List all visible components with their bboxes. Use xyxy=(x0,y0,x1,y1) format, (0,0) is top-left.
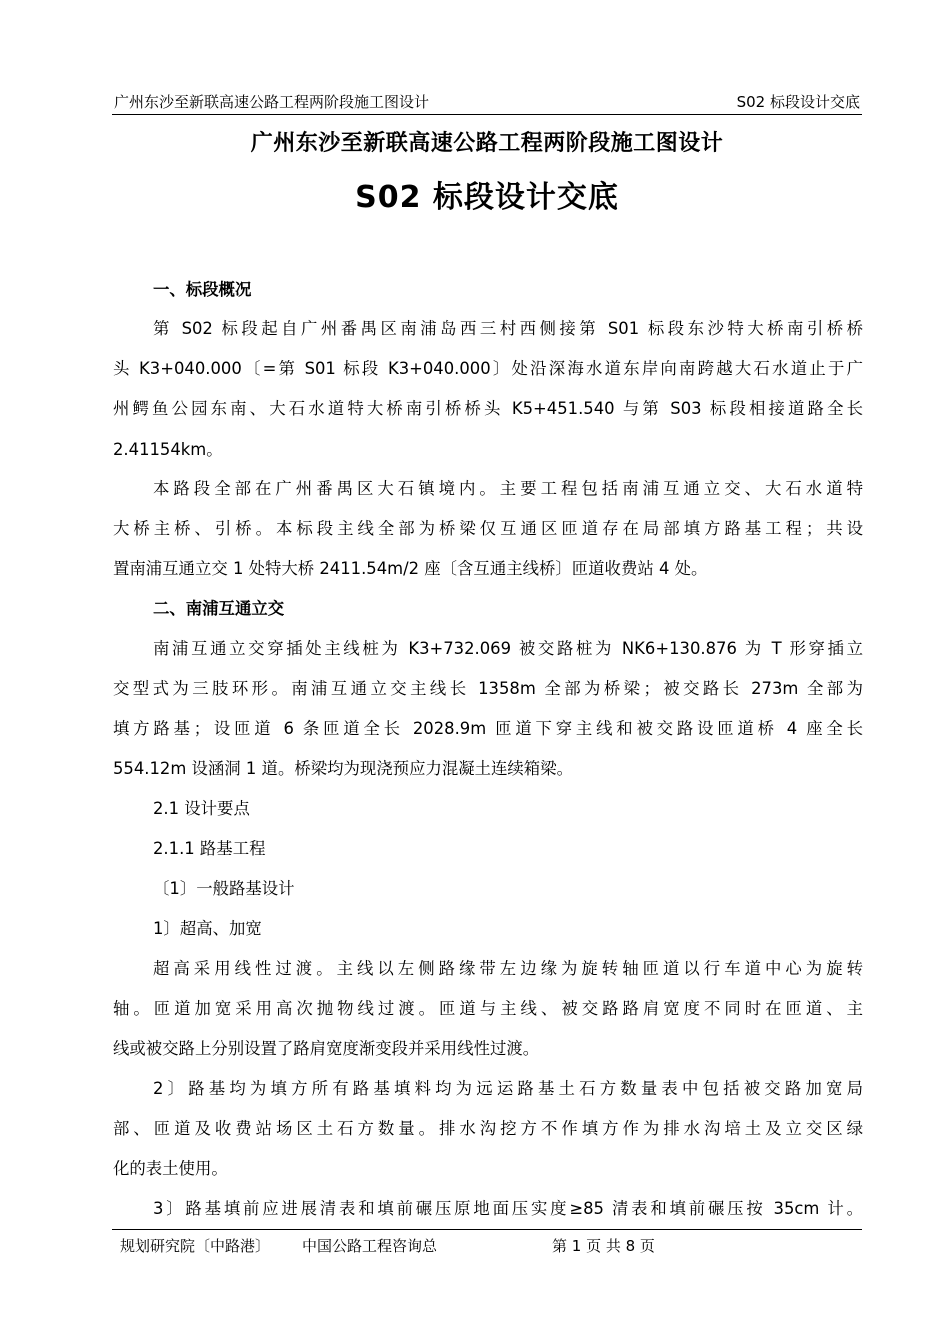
subsection-heading: 2.1.1 路基工程 xyxy=(153,839,266,858)
footer-organization: 规划研究院〔中路港〕 xyxy=(120,1237,271,1255)
subsection-heading: 2.1 设计要点 xyxy=(153,799,250,818)
paragraph-line: 2.41154km。 xyxy=(113,440,223,459)
paragraph-line: 554.12m 设涵洞 1 道。桥梁均为现浇预应力混凝土连续箱梁。 xyxy=(113,759,573,778)
paragraph-line: 线或被交路上分别设置了路肩宽度渐变段并采用线性过渡。 xyxy=(113,1039,540,1058)
paragraph-line: 3〕路基填前应进展清表和填前碾压原地面压实度≥85 清表和填前碾压按 35cm 计。 xyxy=(153,1199,863,1218)
list-item-heading: 1〕超高、加宽 xyxy=(153,919,262,938)
paragraph-line: 大桥主桥、引桥。本标段主线全部为桥梁仅互通区匝道存在局部填方路基工程；共设 xyxy=(113,519,863,538)
header-section-title: S02 标段设计交底 xyxy=(736,93,860,111)
paragraph-line: 填方路基；设匝道 6 条匝道全长 2028.9m 匝道下穿主线和被交路设匝道桥 4 座全长 xyxy=(113,719,863,738)
page-footer xyxy=(112,1229,862,1260)
paragraph-line: 超高采用线性过渡。主线以左侧路缘带左边缘为旋转轴匝道以行车道中心为旋转 xyxy=(153,959,863,978)
paragraph-line: 交型式为三肢环形。南浦互通立交主线长 1358m 全部为桥梁；被交路长 273m 全部为 xyxy=(113,679,863,698)
paragraph-line: 本路段全部在广州番禺区大石镇境内。主要工程包括南浦互通立交、大石水道特 xyxy=(153,479,863,498)
footer-company: 中国公路工程咨询总 xyxy=(302,1237,438,1255)
header-doc-title: 广州东沙至新联高速公路工程两阶段施工图设计 xyxy=(114,93,430,111)
document-subtitle: S02 标段设计交底 xyxy=(355,180,619,215)
paragraph-line: 2〕路基均为填方所有路基填料均为远运路基土石方数量表中包括被交路加宽局 xyxy=(153,1079,863,1098)
list-heading: 〔1〕一般路基设计 xyxy=(153,879,295,898)
paragraph-line: 化的表土使用。 xyxy=(113,1159,228,1178)
paragraph-line: 轴。匝道加宽采用高次抛物线过渡。匝道与主线、被交路路肩宽度不同时在匝道、主 xyxy=(113,999,863,1018)
paragraph-line: 置南浦互通立交 1 处特大桥 2411.54m/2 座〔含互通主线桥〕匝道收费站 4 处。 xyxy=(113,559,708,578)
paragraph-line: 第 S02 标段起自广州番禺区南浦岛西三村西侧接第 S01 标段东沙特大桥南引桥桥 xyxy=(153,319,863,338)
section-heading-1: 一、标段概况 xyxy=(153,280,252,299)
document-title: 广州东沙至新联高速公路工程两阶段施工图设计 xyxy=(250,131,724,156)
paragraph-line: 南浦互通立交穿插处主线桩为 K3+732.069 被交路桩为 NK6+130.876 为 T 形穿插立 xyxy=(153,639,863,658)
paragraph-line: 头 K3+040.000〔=第 S01 标段 K3+040.000〕处沿深海水道东岸向南跨越大石水道止于广 xyxy=(113,359,863,378)
paragraph-line: 州鳄鱼公园东南、大石水道特大桥南引桥桥头 K5+451.540 与第 S03 标段相接道路全长 xyxy=(113,399,863,418)
running-header xyxy=(112,92,862,115)
section-heading-2: 二、南浦互通立交 xyxy=(153,599,285,618)
paragraph-line: 部、匝道及收费站场区土石方数量。排水沟挖方不作填方作为排水沟培土及立交区绿 xyxy=(113,1119,863,1138)
page-number: 第 1 页 共 8 页 xyxy=(552,1237,655,1255)
